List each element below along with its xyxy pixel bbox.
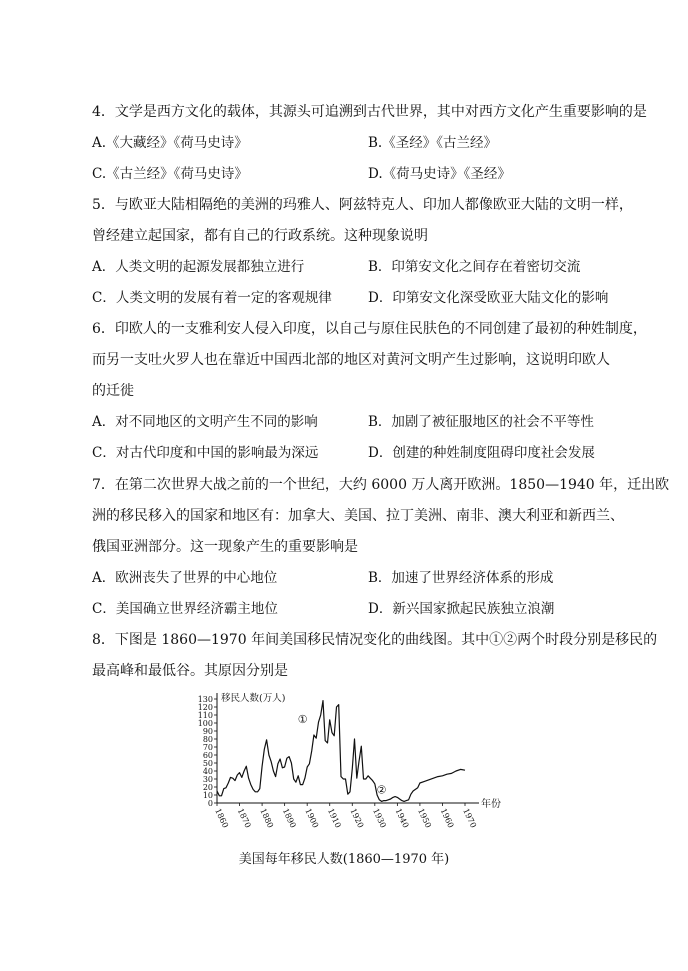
y-tick-label: 120 <box>197 703 213 712</box>
y-tick-label: 130 <box>197 695 213 704</box>
question-4-option-c: C.《古兰经》《荷马史诗》 <box>92 166 248 182</box>
question-7-option-c: C．美国确立世界经济霸主地位 <box>92 601 278 617</box>
question-7-text-line-2: 洲的移民移入的国家和地区有：加拿大、美国、拉丁美洲、南非、澳大利亚和新西兰、 <box>92 508 624 524</box>
immigration-chart-svg <box>195 690 505 830</box>
x-tick-label: 1950 <box>416 807 433 830</box>
y-tick-label: 80 <box>202 735 213 744</box>
x-tick-label: 1970 <box>461 807 478 830</box>
x-tick-label: 1910 <box>325 807 343 830</box>
x-tick-label: 1940 <box>393 807 411 830</box>
y-tick-label: 30 <box>202 775 213 784</box>
question-6-text-line-2: 而另一支吐火罗人也在靠近中国西北部的地区对黄河文明产生过影响，这说明印欧人 <box>92 352 610 368</box>
question-6-text-line-1: 6．印欧人的一支雅利安人侵入印度，以自己与原住民肤色的不同创建了最初的种姓制度， <box>92 321 647 337</box>
x-tick-label: 1880 <box>258 807 276 830</box>
question-4-option-a: A.《大藏经》《荷马史诗》 <box>92 135 248 151</box>
x-tick-label: 1870 <box>235 807 253 830</box>
y-tick-label: 20 <box>202 783 213 792</box>
y-tick-label: 100 <box>197 719 213 728</box>
y-tick-label: 10 <box>202 791 213 800</box>
y-tick-label: 90 <box>202 727 213 736</box>
question-7-option-d: D．新兴国家掀起民族独立浪潮 <box>368 601 555 617</box>
y-tick-label: 70 <box>202 743 213 752</box>
y-tick-label: 40 <box>202 767 213 776</box>
immigration-series-line <box>217 701 465 802</box>
y-axis-label: 移民人数(万人) <box>221 693 286 704</box>
question-5-text-line-2: 曾经建立起国家，都有自己的行政系统。这种现象说明 <box>92 228 428 244</box>
question-8-text-line-2: 最高峰和最低谷。其原因分别是 <box>92 663 288 679</box>
question-7-text-line-3: 俄国亚洲部分。这一现象产生的重要影响是 <box>92 539 358 555</box>
x-tick-label: 1930 <box>371 807 388 830</box>
y-tick-label: 110 <box>197 711 213 720</box>
question-6-option-b: B．加剧了被征服地区的社会不平等性 <box>368 414 594 430</box>
question-7-option-a: A．欧洲丧失了世界的中心地位 <box>92 570 278 586</box>
question-8-text-line-1: 8．下图是 1860—1970 年间美国移民情况变化的曲线图。其中①②两个时段分别是移民的 <box>92 632 658 648</box>
question-5-option-d: D．印第安文化深受欧亚大陆文化的影响 <box>368 290 609 306</box>
x-tick-label: 1890 <box>280 807 298 830</box>
x-tick-label: 1900 <box>303 807 321 830</box>
question-6-option-a: A．对不同地区的文明产生不同的影响 <box>92 414 318 430</box>
x-tick-label: 1860 <box>213 807 230 830</box>
question-5-text-line-1: 5．与欧亚大陆相隔绝的美洲的玛雅人、阿兹特克人、印加人都像欧亚大陆的文明一样， <box>92 197 633 213</box>
y-tick-label: 0 <box>207 799 213 808</box>
question-6-option-d: D．创建的种姓制度阻碍印度社会发展 <box>368 445 595 461</box>
question-6-option-c: C．对古代印度和中国的影响最为深远 <box>92 445 319 461</box>
question-5-option-a: A．人类文明的起源发展都独立进行 <box>92 259 305 275</box>
y-tick-label: 50 <box>202 759 213 768</box>
y-tick-label: 60 <box>202 751 213 760</box>
question-4-option-b: B.《圣经》《古兰经》 <box>368 135 497 151</box>
question-5-option-b: B．印第安文化之间存在着密切交流 <box>368 259 581 275</box>
x-axis-label: 年份 <box>481 799 501 810</box>
chart-caption: 美国每年移民人数(1860—1970 年) <box>238 852 450 867</box>
immigration-chart <box>195 690 505 830</box>
question-7-text-line-1: 7．在第二次世界大战之前的一个世纪，大约 6000 万人离开欧洲。1850—1940 年，迁出欧 <box>92 477 670 493</box>
question-4-text: 4．文学是西方文化的载体，其源头可追溯到古代世界，其中对西方文化产生重要影响的是 <box>92 104 647 120</box>
question-4-option-d: D.《荷马史诗》《圣经》 <box>368 166 511 182</box>
question-7-option-b: B．加速了世界经济体系的形成 <box>368 570 554 586</box>
question-5-option-c: C．人类文明的发展有着一定的客观规律 <box>92 290 332 306</box>
annotation-trough-marker: ② <box>376 783 387 797</box>
x-tick-label: 1960 <box>438 807 456 830</box>
x-tick-label: 1920 <box>348 807 366 830</box>
question-6-text-line-3: 的迁徙 <box>92 383 134 399</box>
annotation-peak-marker: ① <box>297 713 308 726</box>
